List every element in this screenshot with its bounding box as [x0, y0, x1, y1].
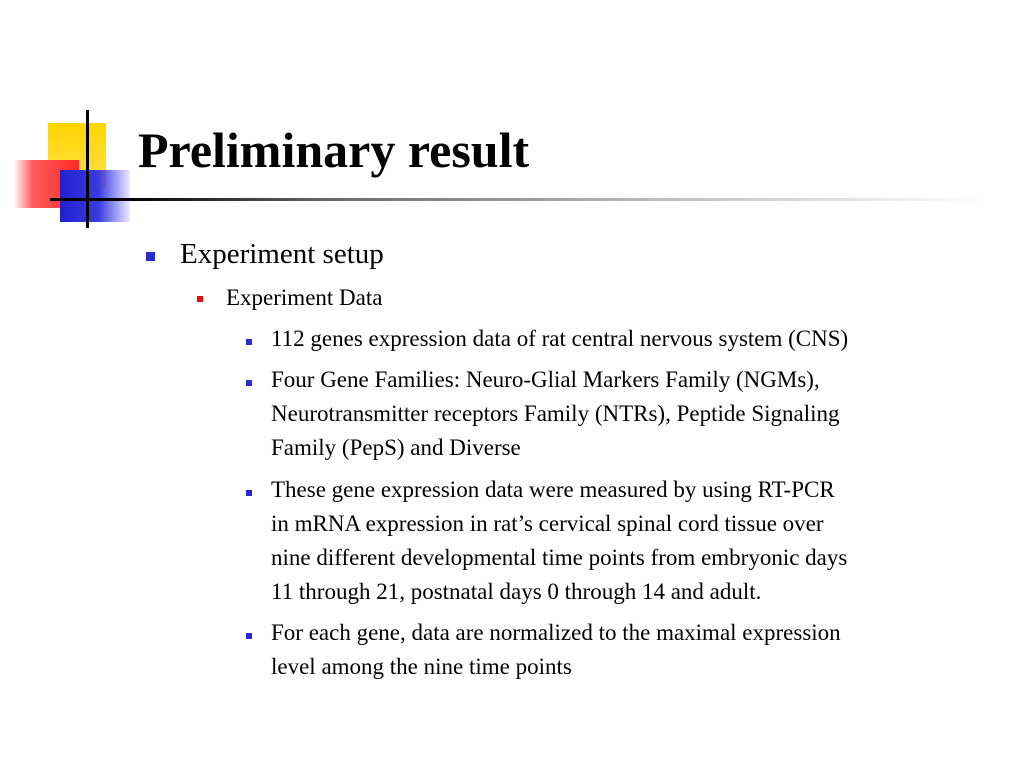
- bullet-line: level among the nine time points: [271, 654, 572, 679]
- bullet-line: For each gene, data are normalized to the maximal expression: [271, 620, 841, 645]
- bullet-line: Neurotransmitter receptors Family (NTRs), Peptide Signaling: [271, 401, 840, 426]
- bullet-line: nine different developmental time points from embryonic days: [271, 545, 848, 570]
- bullet-line: in mRNA expression in rat’s cervical spinal cord tissue over: [271, 511, 824, 536]
- vertical-rule: [86, 110, 89, 228]
- square-bullet-icon: [146, 252, 155, 261]
- bullet-level2-text: Experiment Data: [226, 285, 383, 310]
- bullet-line: 11 through 21, postnatal days 0 through 14 and adult.: [271, 579, 762, 604]
- title-underline: [50, 198, 990, 201]
- bullet-level1-text: Experiment setup: [180, 238, 384, 270]
- bullet-line: 112 genes expression data of rat central nervous system (CNS): [271, 326, 849, 351]
- bullet-line: Four Gene Families: Neuro-Glial Markers Family (NGMs),: [271, 367, 820, 392]
- bullet-line: These gene expression data were measured by using RT-PCR: [271, 477, 835, 502]
- square-bullet-icon: [246, 339, 252, 345]
- title-decoration: [0, 0, 160, 240]
- square-bullet-icon: [246, 380, 252, 386]
- slide-title: Preliminary result: [138, 122, 530, 178]
- blue-square-decoration: [60, 170, 130, 222]
- bullet-line: Family (PepS) and Diverse: [271, 435, 521, 460]
- square-bullet-icon: [246, 633, 252, 639]
- square-bullet-icon: [197, 296, 203, 302]
- square-bullet-icon: [246, 490, 252, 496]
